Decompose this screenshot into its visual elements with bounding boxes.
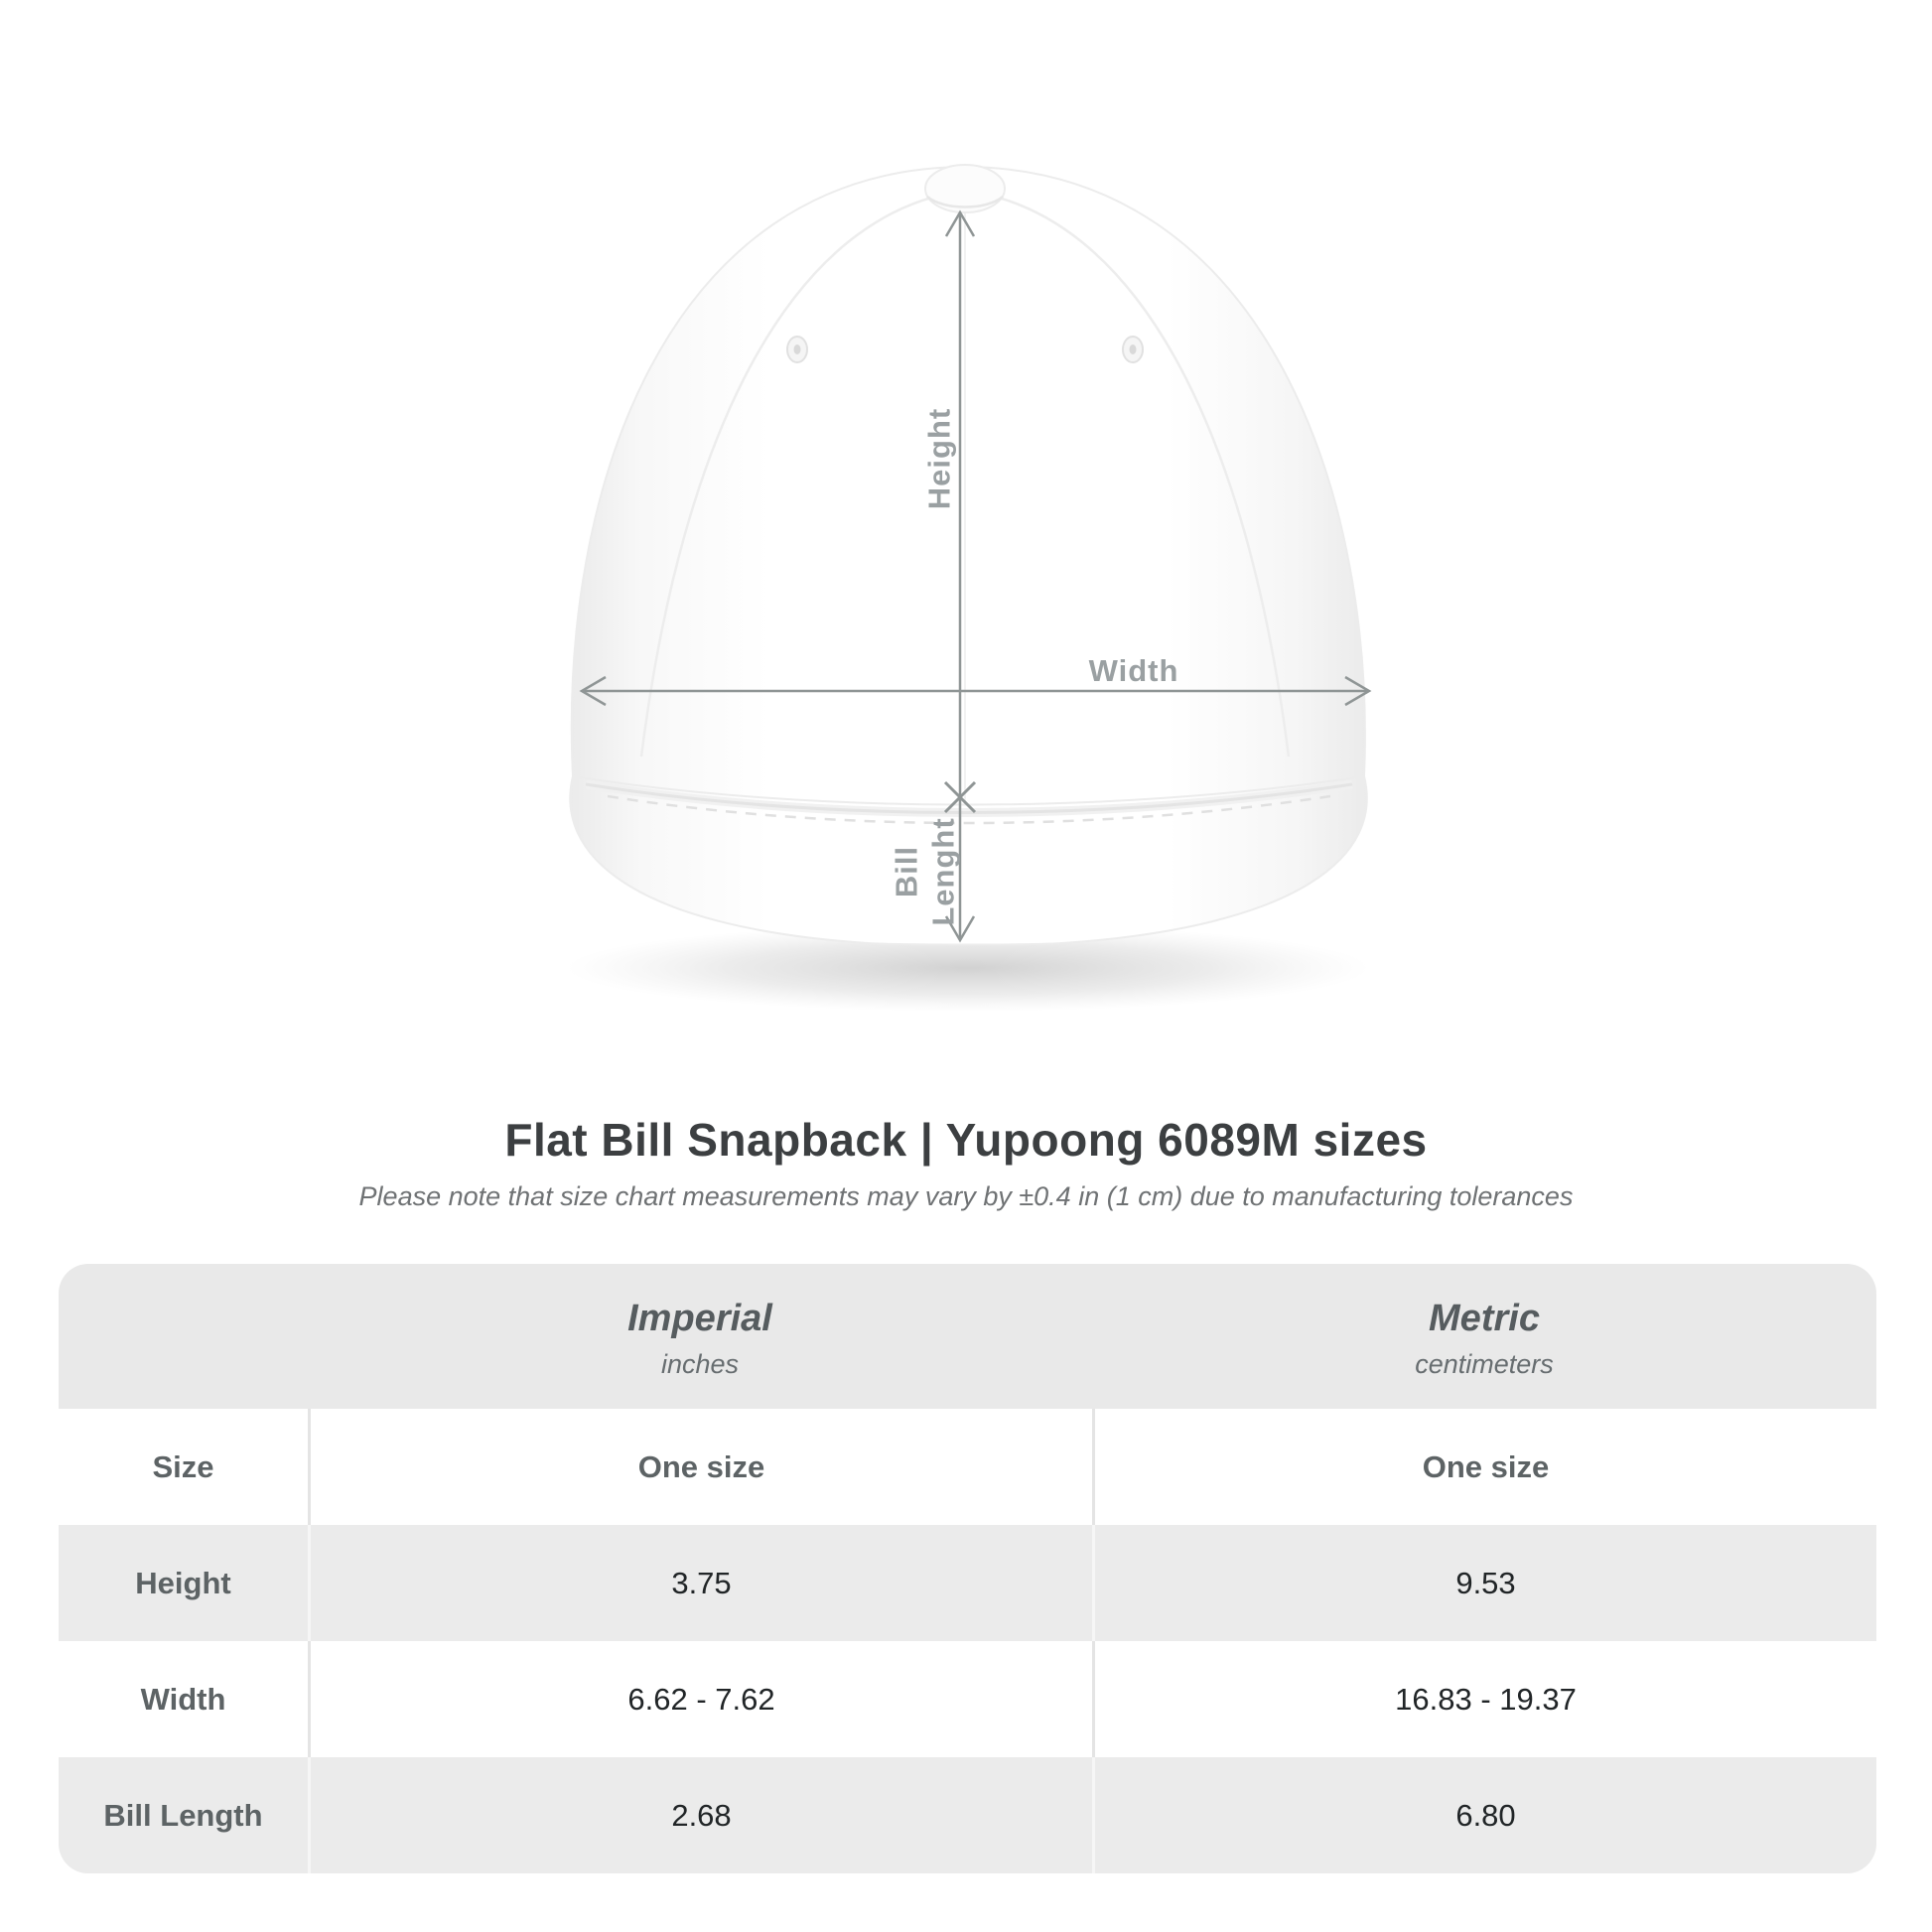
header-cell-metric	[1092, 1264, 1876, 1409]
imperial-header-unit: inches	[660, 1348, 740, 1379]
table-header-row	[59, 1264, 1876, 1409]
bill-length-dimension-label-line2: Lenght	[925, 817, 961, 926]
height-dimension-label: Height	[921, 407, 957, 510]
size-chart-table	[59, 1264, 1876, 1873]
row-label: Height	[135, 1565, 231, 1600]
metric-header-unit: centimeters	[1415, 1348, 1554, 1379]
bill-length-metric-value: 6.80	[1092, 1757, 1876, 1873]
tolerance-note: Please note that size chart measurements may vary by ±0.4 in (1 cm) due to manufacturing tolerances	[358, 1180, 1574, 1211]
table-row-width	[59, 1641, 1876, 1757]
width-dimension-label: Width	[1088, 653, 1179, 688]
eyelet-right	[1123, 337, 1143, 362]
width-metric-value: 16.83 - 19.37	[1092, 1641, 1876, 1757]
bill-length-dimension-label-line1: Bill	[889, 845, 924, 898]
table-row-bill-length	[59, 1757, 1876, 1873]
row-label: Size	[152, 1449, 214, 1484]
table-row-height	[59, 1525, 1876, 1641]
row-label: Bill Length	[103, 1797, 263, 1833]
width-imperial-value: 6.62 - 7.62	[308, 1641, 1092, 1757]
metric-header-label: Metric	[1429, 1298, 1540, 1339]
page-title: Flat Bill Snapback | Yupoong 6089M sizes	[504, 1114, 1428, 1166]
size-imperial-value: One size	[308, 1409, 1092, 1525]
imperial-header-label: Imperial	[627, 1298, 772, 1339]
eyelet-left	[787, 337, 807, 362]
hat-illustration	[570, 165, 1367, 945]
table-row-size	[59, 1409, 1876, 1525]
header-cell-imperial	[308, 1264, 1092, 1409]
header-cell-empty	[59, 1264, 308, 1409]
title-block	[0, 1115, 1932, 1212]
hat-button	[925, 165, 1005, 212]
size-metric-value: One size	[1092, 1409, 1876, 1525]
row-label: Width	[140, 1681, 226, 1717]
height-imperial-value: 3.75	[308, 1525, 1092, 1641]
bill-length-imperial-value: 2.68	[308, 1757, 1092, 1873]
height-metric-value: 9.53	[1092, 1525, 1876, 1641]
